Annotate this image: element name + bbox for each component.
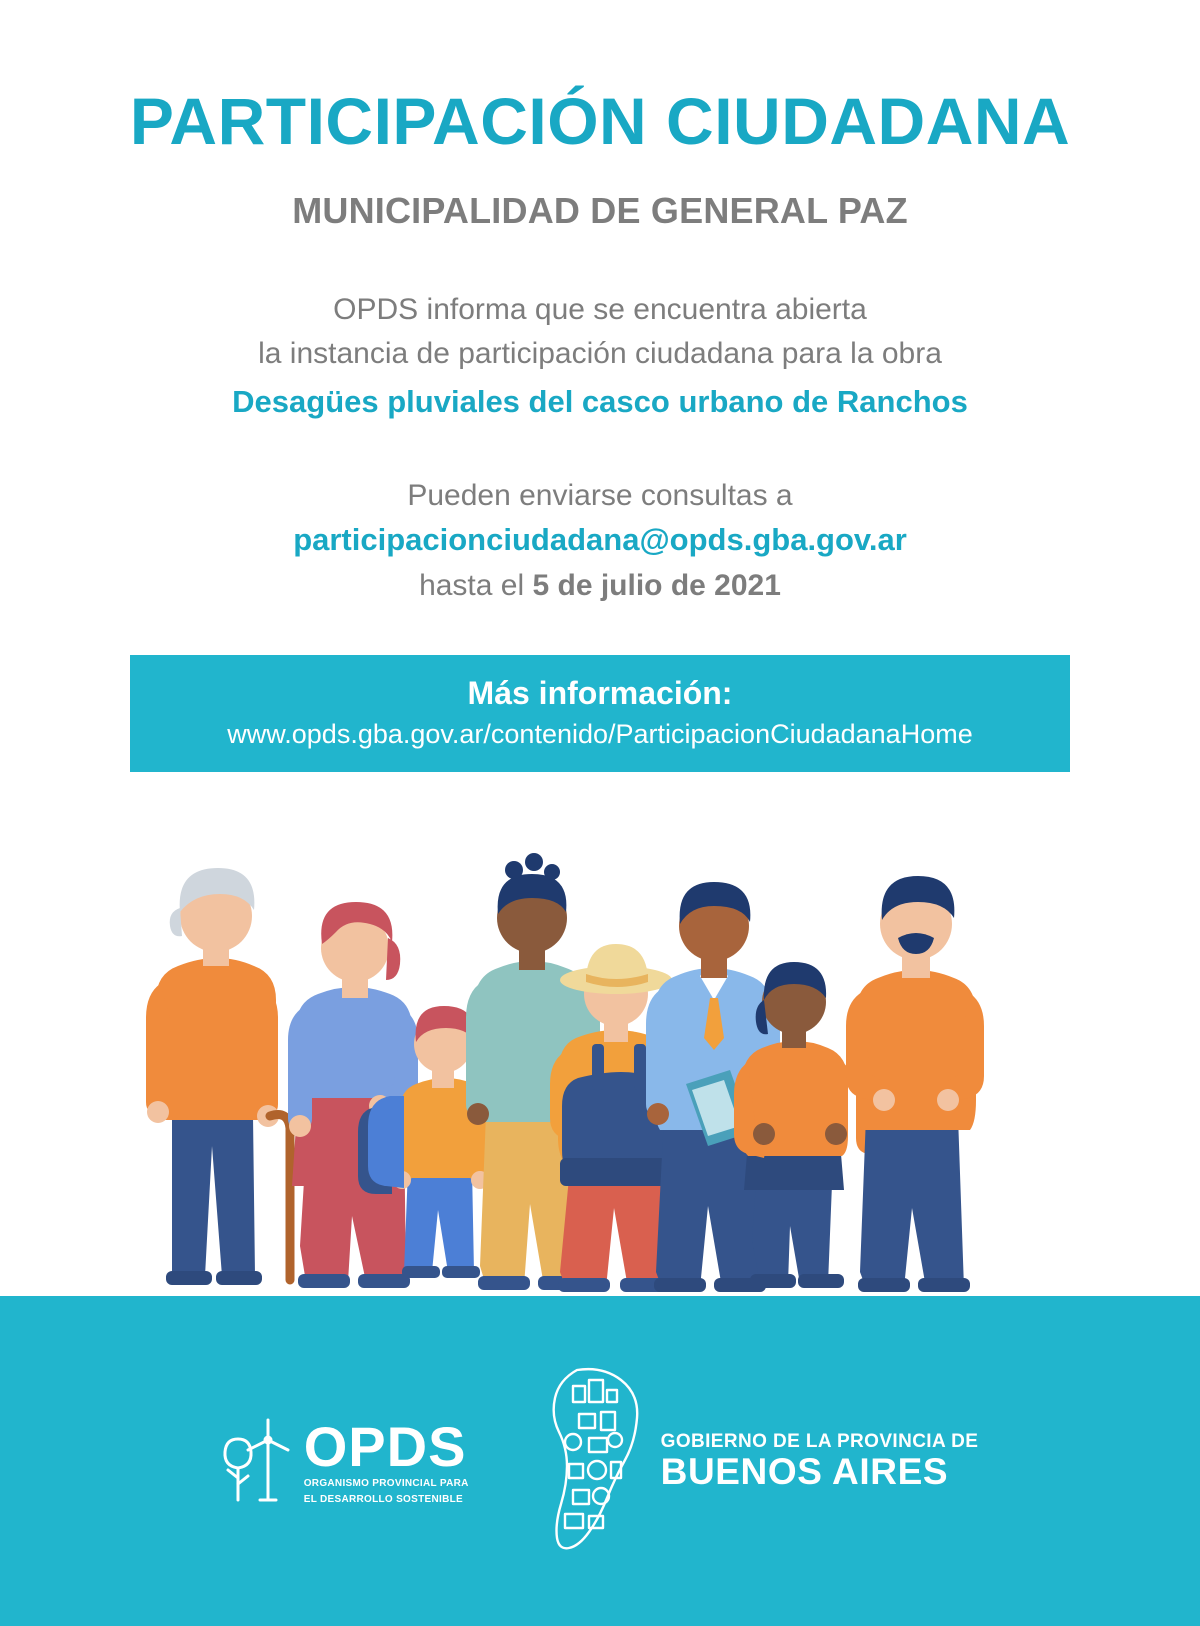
gba-line-2: BUENOS AIRES (660, 1450, 949, 1492)
more-info-banner (130, 655, 1070, 772)
more-info-url[interactable]: www.opds.gba.gov.ar/contenido/ParticipacionCiudadanaHome (227, 719, 973, 749)
announcement-line-2: la instancia de participación ciudadana para la obra (258, 336, 942, 370)
page-title: PARTICIPACIÓN CIUDADANA (129, 84, 1071, 158)
more-info-title: Más información: (467, 675, 733, 711)
page-subtitle: MUNICIPALIDAD DE GENERAL PAZ (292, 190, 908, 231)
deadline-prefix: hasta el (419, 568, 533, 602)
deadline-date: 5 de julio de 2021 (532, 568, 781, 602)
contact-deadline (0, 564, 1200, 608)
illustration-person-2 (288, 902, 418, 1288)
illustration-person-1 (146, 868, 290, 1285)
opds-wordmark: OPDS (303, 1415, 467, 1479)
opds-tagline-line-1: ORGANISMO PROVINCIAL PARA (303, 1477, 469, 1489)
opds-logo (222, 1416, 469, 1507)
contact-intro: Pueden enviarse consultas a (407, 478, 793, 512)
announcement-text (0, 288, 1200, 426)
people-illustration (0, 790, 1200, 1296)
gba-line-1: GOBIERNO DE LA PROVINCIA DE (660, 1430, 979, 1452)
contact-email[interactable]: participacionciudadana@opds.gba.gov.ar (293, 522, 907, 557)
contact-block (0, 474, 1200, 608)
windmill-tree-icon (222, 1416, 296, 1507)
illustration-person-8 (846, 876, 984, 1292)
header (0, 0, 1200, 232)
announcement-line-1: OPDS informa que se encuentra abierta (333, 293, 867, 326)
project-name: Desagües pluviales del casco urbano de Ranchos (232, 384, 968, 419)
footer (0, 1296, 1200, 1626)
gba-logo (543, 1364, 979, 1559)
buenos-aires-province-map-icon (543, 1364, 647, 1559)
opds-tagline-line-2: EL DESARROLLO SOSTENIBLE (303, 1494, 463, 1505)
